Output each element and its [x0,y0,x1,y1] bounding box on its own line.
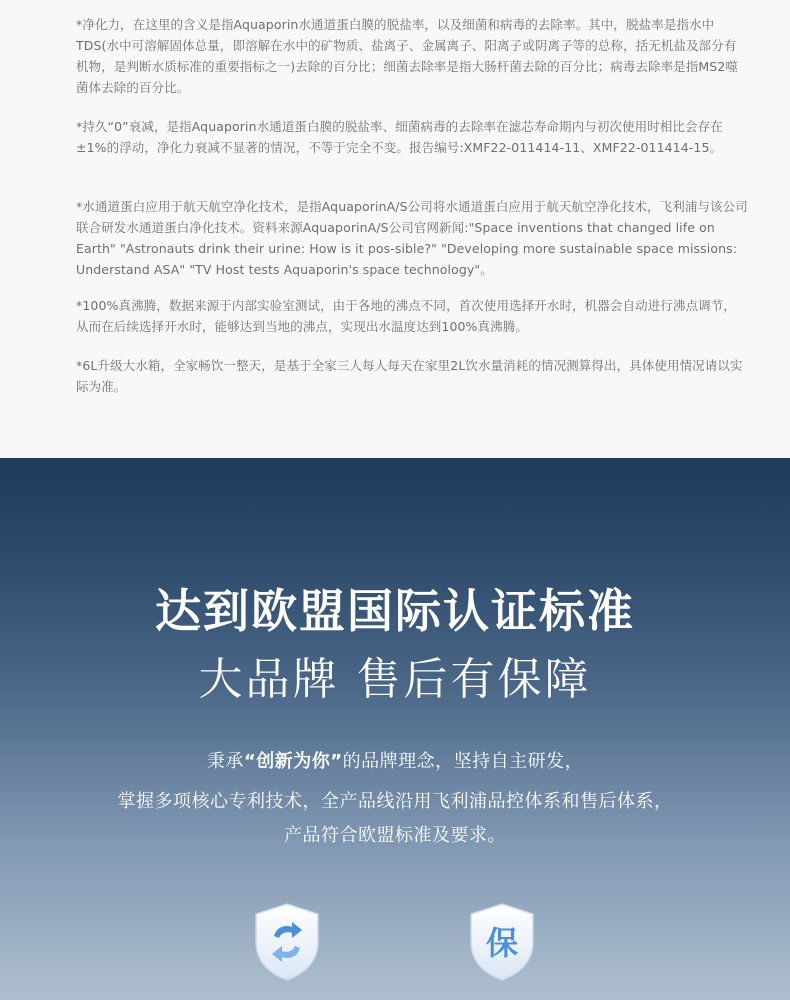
footnote-zero-decay: *持久“0”衰减，是指Aquaporin水通道蛋白膜的脱盐率、细菌病毒的去除率在滤芯寿命期内与初次使用时相比会存在±1%的浮动，净化力衰减不显著的情况，不等于完全不变。报告编号:XMF22-011414-11、XMF22-011414-15。 [76,119,723,155]
hero-description-line-1 [0,747,790,773]
desc-suffix: 的品牌理念，坚持自主研发， [342,751,584,772]
guarantee-shield-badge [467,902,537,982]
footnote-purification: *净化力，在这里的含义是指Aquaporin水通道蛋白膜的脱盐率，以及细菌和病毒的去除率。其中，脱盐率是指水中TDS(水中可溶解固体总量，即溶解在水中的矿物质、盐离子、金属离子、阳离子或阴离子等的总称，括无机盐及部分有机物，是判断水质标准的重要指标之一)去除的百分比；细菌去除率是指大肠杆菌去除的百分比；病毒去除率是指MS2噬菌体去除的百分比。 [76,17,738,95]
guarantee-char: 保 [485,924,519,962]
hero-title: 达到欧盟国际认证标准 [155,584,635,638]
hero-description-line-3: 产品符合欧盟标准及要求。 [284,825,506,846]
hero-subtitle: 大品牌 售后有保障 [198,654,592,705]
exchange-shield-badge [252,902,322,982]
footnote-true-boiling: *100%真沸腾，数据来源于内部实验室测试，由于各地的沸点不同，首次使用选择开水时，机器会自动进行沸点调节，从而在后续选择开水时，能够达到当地的沸点，实现出水温度达到100%真沸腾。 [76,298,736,334]
footnote-aquaporin-space: *水通道蛋白应用于航天航空净化技术，是指AquaporinA/S公司将水通道蛋白应用于航天航空净化技术，飞利浦与该公司联合研发水通道蛋白净化技术。资料来源AquaporinA/S公司官网新闻:"Space inventions that changed life on Earth" "Astronauts drink their urine: How is it pos-sible?" "Developing more sustainable space missions: Understand ASA" "TV Host tests Aquaporin's space technology"。 [76,199,748,277]
hero-description-line-2: 掌握多项核心专利技术，全产品线沿用飞利浦品控体系和售后体系， [117,791,673,812]
desc-prefix: 秉承 [206,751,244,772]
desc-emphasis: “创新为你” [243,751,343,772]
guarantee-shield-icon [467,902,537,982]
footnotes-section [0,0,790,458]
certification-hero [0,458,790,1000]
exchange-arrows-shield-icon [252,902,322,982]
footnote-water-tank: *6L升级大水箱，全家畅饮一整天，是基于全家三人每人每天在家里2L饮水量消耗的情况测算得出，具体使用情况请以实际为准。 [76,358,743,394]
